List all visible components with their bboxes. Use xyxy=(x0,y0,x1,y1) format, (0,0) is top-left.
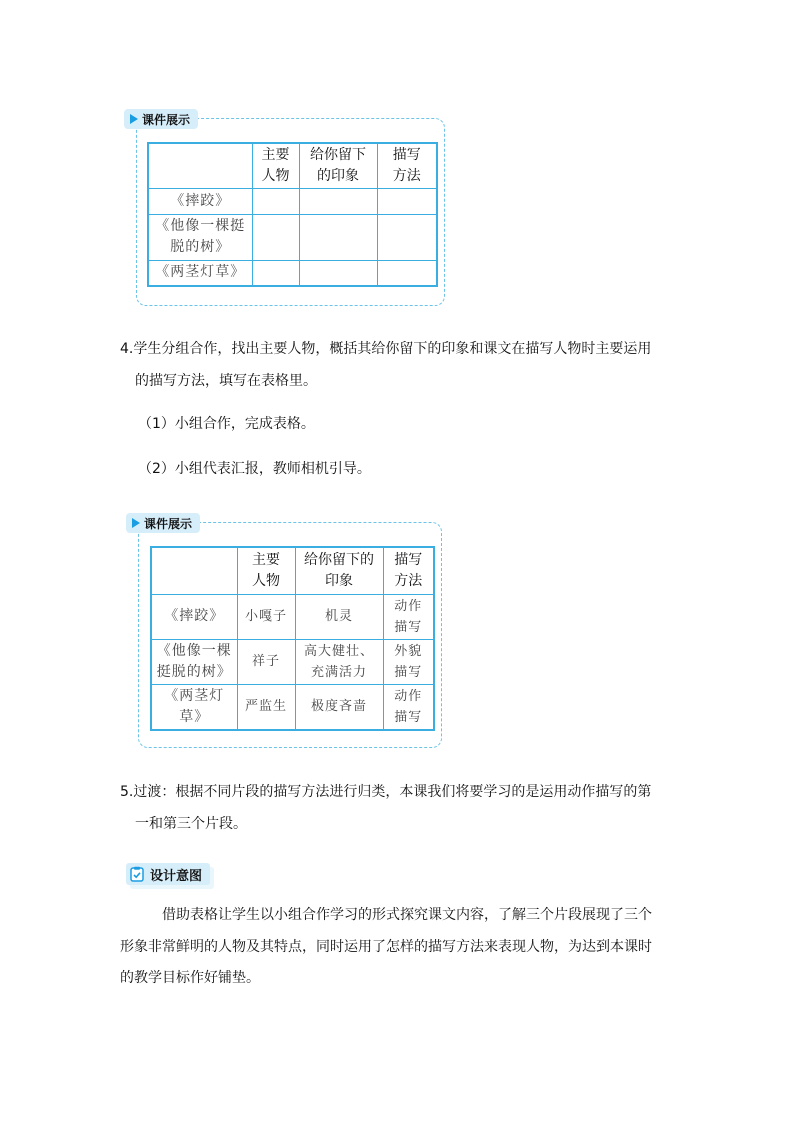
table-cell xyxy=(151,639,237,684)
table-cell xyxy=(148,260,252,286)
table-row xyxy=(151,594,434,639)
design-intent-label: 设计意图 xyxy=(150,868,203,884)
table-cell xyxy=(299,260,377,286)
method-cell: 动作 描写 xyxy=(394,688,423,725)
header-impression: 给你留下 的印象 xyxy=(310,146,366,184)
row-title: 《两茎灯 草》 xyxy=(164,687,225,725)
table-cell xyxy=(151,594,237,639)
table-cell xyxy=(295,594,383,639)
table-row xyxy=(151,547,434,594)
play-triangle-icon xyxy=(132,518,140,528)
design-intent-line3: 的教学目标作好铺垫。 xyxy=(120,970,260,986)
play-triangle-icon xyxy=(130,114,138,124)
table-cell xyxy=(237,639,295,684)
table-header-cell xyxy=(377,143,437,188)
table-row xyxy=(148,214,437,260)
table-cell xyxy=(237,594,295,639)
row-title: 《他像一棵挺 脱的树》 xyxy=(155,218,246,255)
design-intent-line2: 形象非常鲜明的人物及其特点，同时运用了怎样的描写方法来表现人物，为达到本课时 xyxy=(120,939,652,955)
character-cell: 严监生 xyxy=(244,699,287,715)
impression-cell: 极度吝啬 xyxy=(310,699,367,715)
table-cell xyxy=(237,684,295,730)
row-title: 《两茎灯草》 xyxy=(155,264,246,281)
table-cell xyxy=(383,639,434,684)
table-header-cell xyxy=(299,143,377,188)
table-cell xyxy=(377,260,437,286)
row-title: 《摔跤》 xyxy=(164,608,225,624)
design-intent-badge xyxy=(126,863,210,885)
method-cell: 动作 描写 xyxy=(394,598,423,635)
courseware-table-2 xyxy=(150,546,435,731)
header-main-character: 主要 人物 xyxy=(252,551,280,589)
table-cell xyxy=(148,188,252,214)
header-impression: 给你留下的 印象 xyxy=(304,551,374,589)
courseware-badge-2 xyxy=(126,513,200,533)
step4-line2: 的描写方法，填写在表格里。 xyxy=(135,373,317,389)
step4-line1: 4.学生分组合作，找出主要人物，概括其给你留下的印象和课文在描写人物时主要运用 xyxy=(120,341,652,357)
impression-cell: 机灵 xyxy=(324,609,353,624)
method-cell: 外貌 描写 xyxy=(394,643,423,680)
table-row xyxy=(151,639,434,684)
header-main-character: 主要 人物 xyxy=(261,146,290,184)
table-header-cell xyxy=(151,547,237,594)
step4-sub2: （2）小组代表汇报，教师相机引导。 xyxy=(138,461,371,477)
header-method: 描写 方法 xyxy=(394,551,423,589)
row-title: 《他像一棵 挺脱的树》 xyxy=(156,642,232,680)
step5-line2: 一和第三个片段。 xyxy=(135,816,247,832)
table-row xyxy=(148,260,437,286)
courseware-table-1 xyxy=(147,142,438,287)
courseware-badge-1 xyxy=(124,109,198,129)
table-cell xyxy=(151,684,237,730)
clipboard-check-icon xyxy=(130,866,144,882)
table-cell xyxy=(383,594,434,639)
table-cell xyxy=(377,188,437,214)
table-row xyxy=(148,188,437,214)
table-header-cell xyxy=(295,547,383,594)
table-cell xyxy=(252,260,299,286)
table-cell xyxy=(252,214,299,260)
table-cell xyxy=(252,188,299,214)
table-cell xyxy=(377,214,437,260)
table-header-cell xyxy=(237,547,295,594)
step4-sub1: （1）小组合作，完成表格。 xyxy=(138,416,315,432)
step5-line1: 5.过渡：根据不同片段的描写方法进行归类，本课我们将要学习的是运用动作描写的第 xyxy=(120,784,652,800)
character-cell: 小嘎子 xyxy=(244,609,287,624)
row-title: 《摔跤》 xyxy=(170,192,231,209)
table-header-cell xyxy=(148,143,252,188)
table-row xyxy=(151,684,434,730)
courseware-badge-label: 课件展示 xyxy=(144,516,193,531)
table-header-cell xyxy=(252,143,299,188)
table-row xyxy=(148,143,437,188)
table-cell xyxy=(148,214,252,260)
courseware-badge-label: 课件展示 xyxy=(142,112,191,127)
table-cell xyxy=(295,639,383,684)
impression-cell: 高大健壮、 充满活力 xyxy=(303,643,374,680)
character-cell: 祥子 xyxy=(251,654,280,669)
table-cell xyxy=(299,214,377,260)
table-header-cell xyxy=(383,547,434,594)
design-intent-line1: 借助表格让学生以小组合作学习的形式探究课文内容，了解三个片段展现了三个 xyxy=(162,907,652,923)
table-cell xyxy=(295,684,383,730)
table-cell xyxy=(299,188,377,214)
table-cell xyxy=(383,684,434,730)
header-method: 描写 方法 xyxy=(392,146,421,184)
